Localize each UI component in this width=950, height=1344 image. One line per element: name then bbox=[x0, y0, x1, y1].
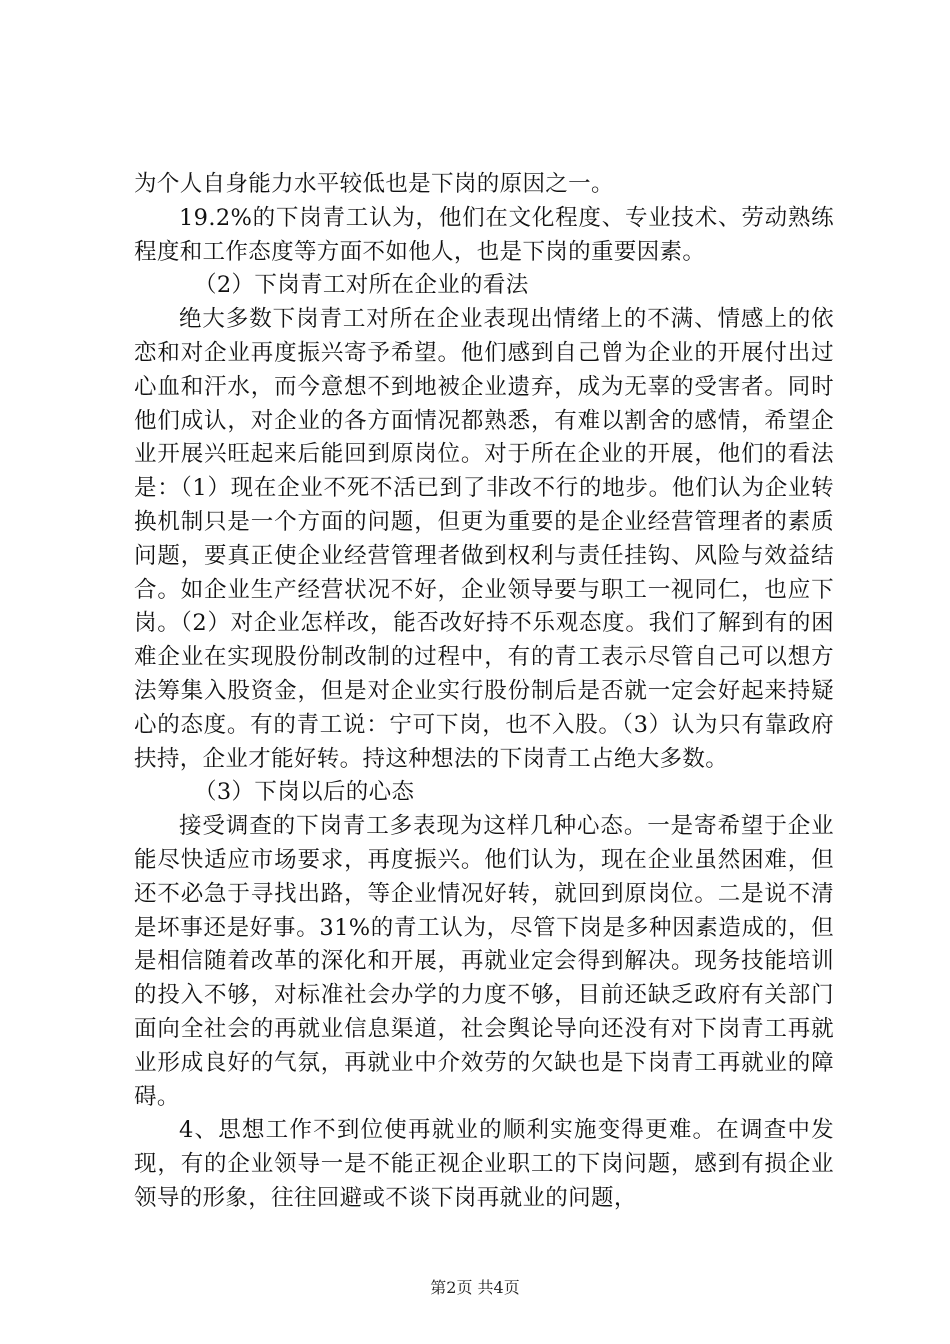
paragraph-continuation: 为个人自身能力水平较低也是下岗的原因之一。 bbox=[134, 171, 614, 197]
paragraph: 19.2%的下岗青工认为，他们在文化程度、专业技术、劳动熟练程度和工作态度等方面不如他人，也是下岗的重要因素。 bbox=[134, 204, 834, 265]
page-number-footer: 第2页 共4页 bbox=[430, 1278, 520, 1297]
body-text bbox=[134, 168, 834, 1216]
paragraph: 绝大多数下岗青工对所在企业表现出情绪上的不满、情感上的依恋和对企业再度振兴寄予希望。他们感到自己曾为企业的开展付出过心血和汗水，而今意想不到地被企业遗弃，成为无辜的受害者。同时他们成认，对企业的各方面情况都熟悉，有难以割舍的感情，希望企业开展兴旺起来后能回到原岗位。对于所在企业的开展，他们的看法是：（1）现在企业不死不活已到了非改不行的地步。他们认为企业转换机制只是一个方面的问题，但更为重要的是企业经营管理者的素质问题，要真正使企业经营管理者做到权利与责任挂钩、风险与效益结合。如企业生产经营状况不好，企业领导要与职工一视同仁，也应下岗。（2）对企业怎样改，能否改好持不乐观态度。我们了解到有的困难企业在实现股份制改制的过程中，有的青工表示尽管自己可以想方法筹集入股资金，但是对企业实行股份制后是否就一定会好起来持疑心的态度。有的青工说：宁可下岗，也不入股。（3）认为只有靠政府扶持，企业才能好转。持这种想法的下岗青工占绝大多数。 bbox=[134, 306, 834, 772]
section-heading: （3）下岗以后的心态 bbox=[194, 779, 415, 806]
section-heading: （2）下岗青工对所在企业的看法 bbox=[194, 272, 529, 299]
paragraph: 接受调查的下岗青工多表现为这样几种心态。一是寄希望于企业能尽快适应市场要求，再度振兴。他们认为，现在企业虽然困难，但还不必急于寻找出路，等企业情况好转，就回到原岗位。二是说不清是坏事还是好事。31%的青工认为，尽管下岗是多种因素造成的，但是相信随着改革的深化和开展，再就业定会得到解决。现务技能培训的投入不够，对标准社会办学的力度不够，目前还缺乏政府有关部门面向全社会的再就业信息渠道，社会舆论导向还没有对下岗青工再就业形成良好的气氛，再就业中介效劳的欠缺也是下岗青工再就业的障碍。 bbox=[134, 813, 834, 1110]
paragraph: 4、思想工作不到位使再就业的顺利实施变得更难。在调查中发现，有的企业领导一是不能正视企业职工的下岗问题，感到有损企业领导的形象，往往回避或不谈下岗再就业的问题， bbox=[134, 1117, 834, 1211]
